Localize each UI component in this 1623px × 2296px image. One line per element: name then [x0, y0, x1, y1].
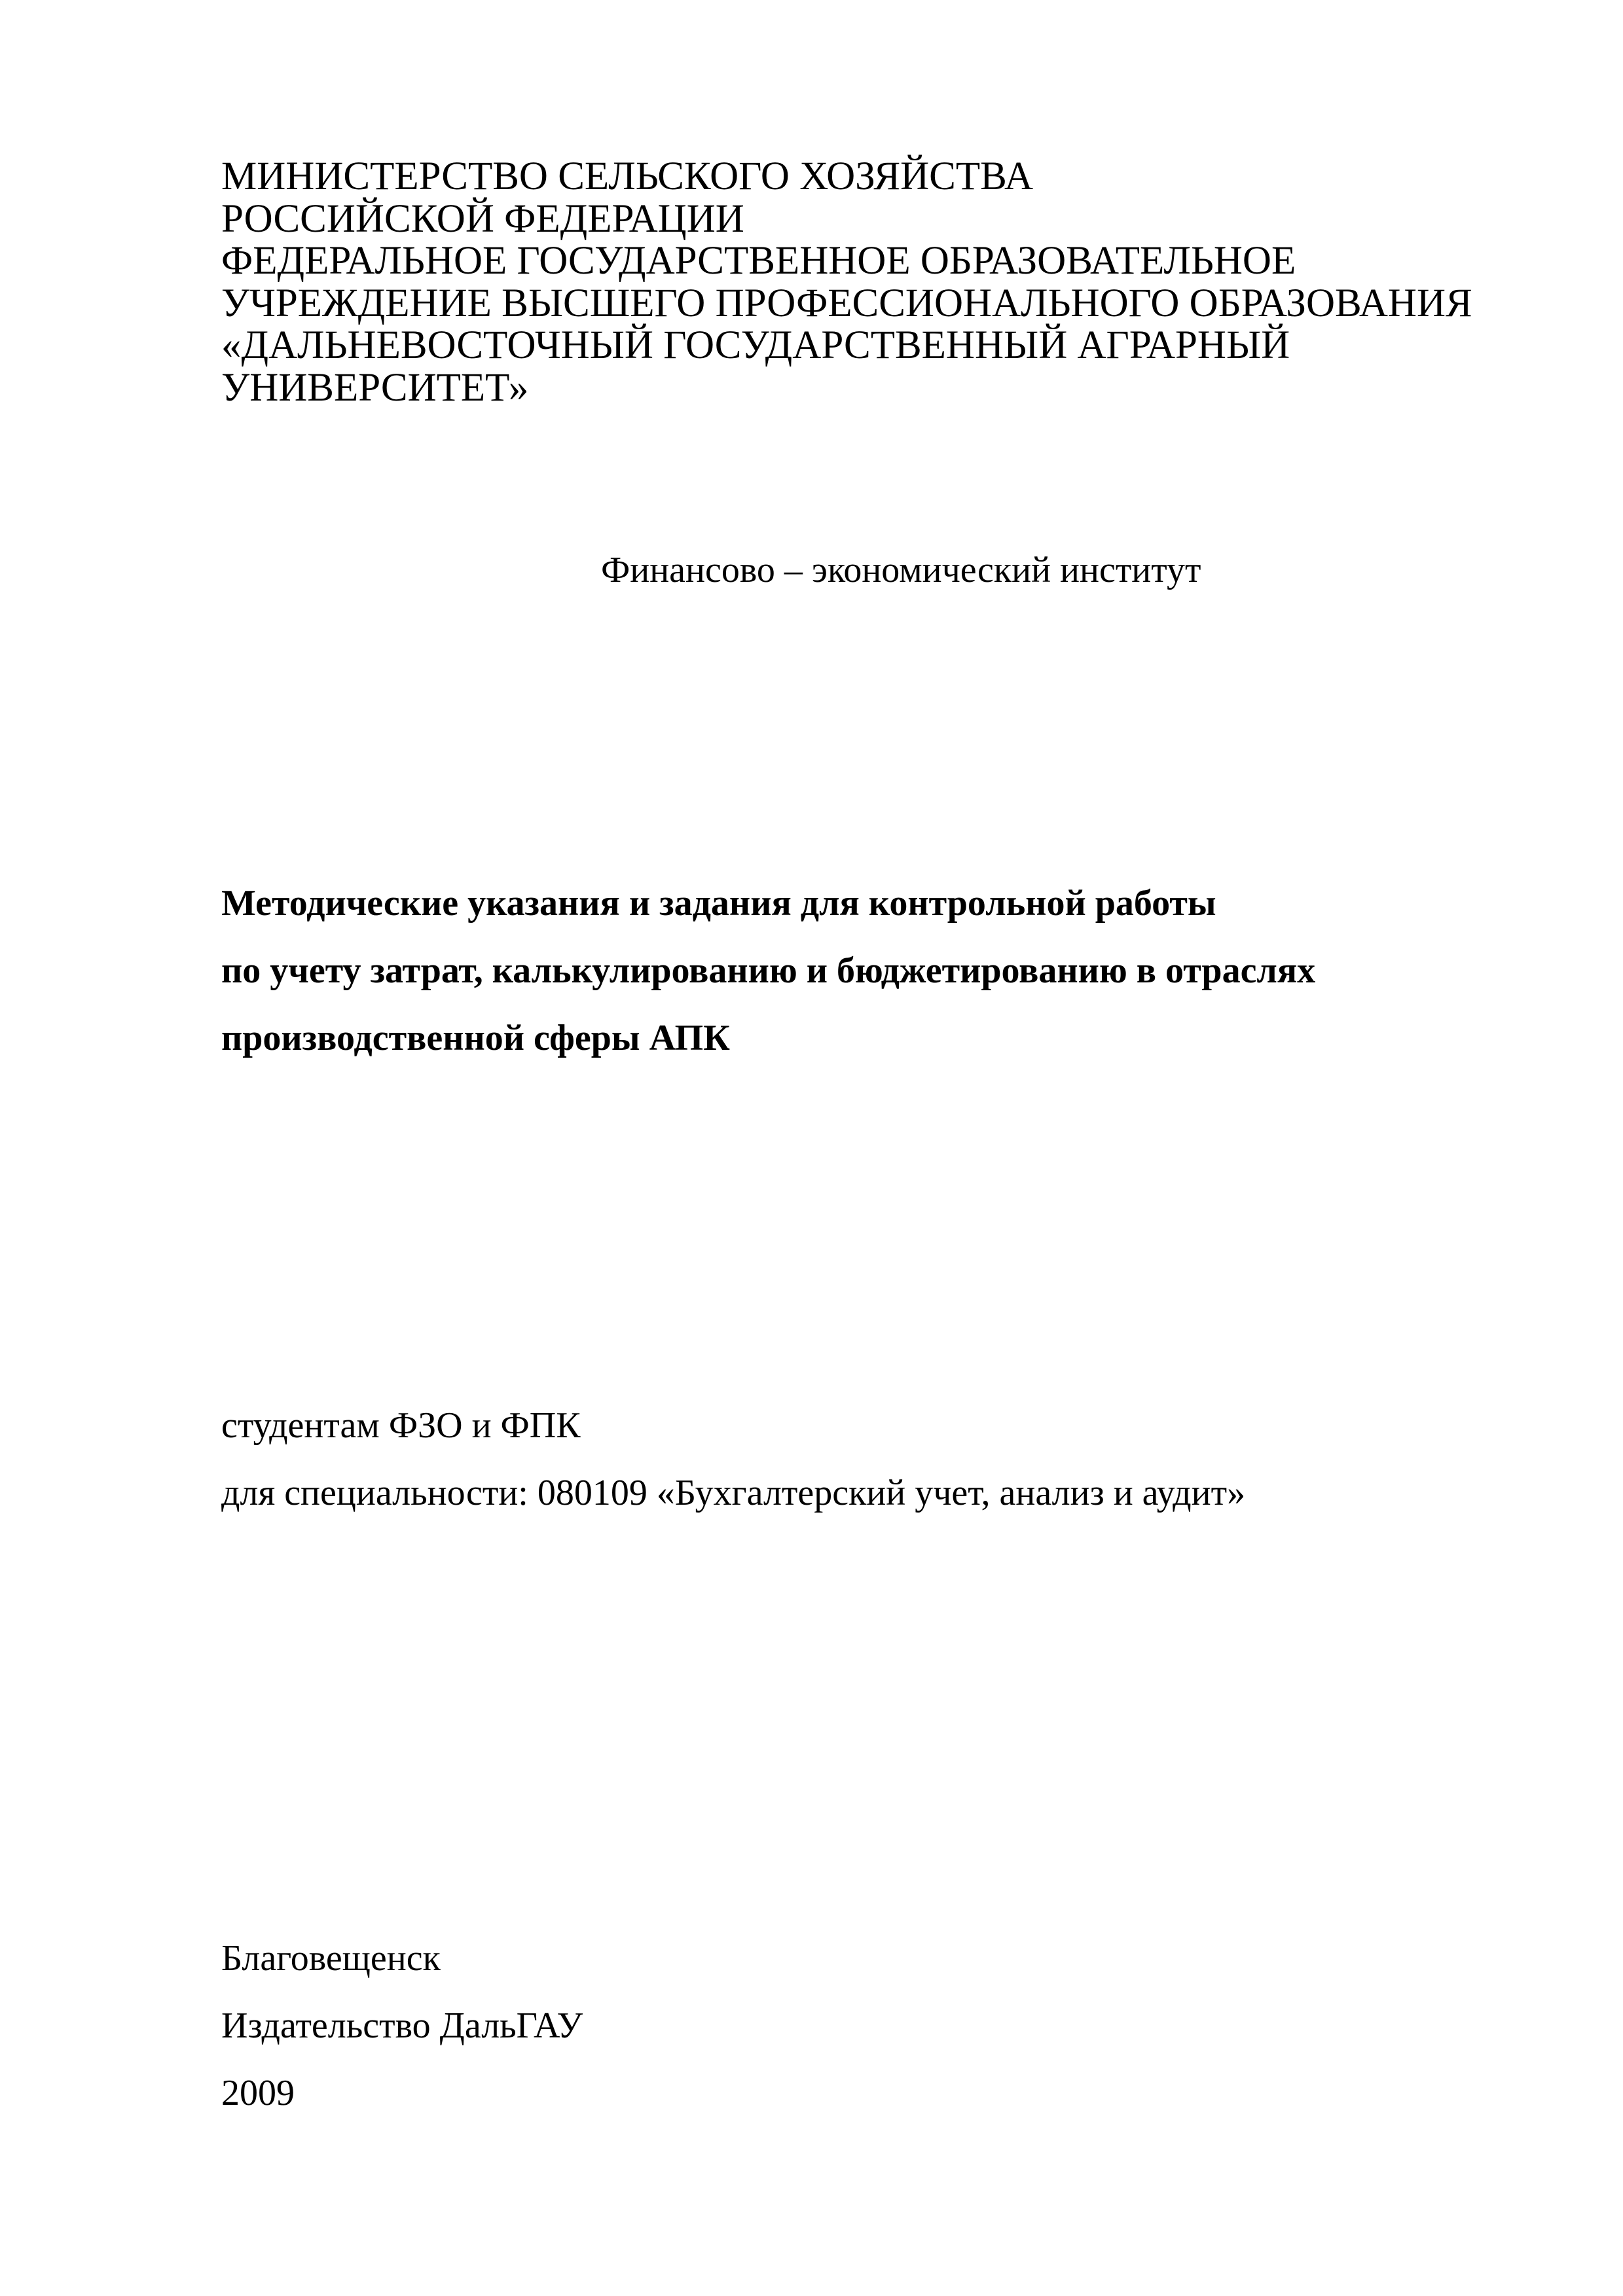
- header-line: «ДАЛЬНЕВОСТОЧНЫЙ ГОСУДАРСТВЕННЫЙ АГРАРНЫЙ: [221, 323, 1290, 367]
- institute-name: Финансово – экономический институт: [601, 550, 1201, 590]
- header-line: УЧРЕЖДЕНИЕ ВЫСШЕГО ПРОФЕССИОНАЛЬНОГО ОБРАЗОВАНИЯ: [221, 281, 1472, 325]
- header-line: ФЕДЕРАЛЬНОЕ ГОСУДАРСТВЕННОЕ ОБРАЗОВАТЕЛЬНОЕ: [221, 239, 1296, 283]
- title-line: производственной сферы АПК: [221, 1018, 730, 1058]
- header-line: РОССИЙСКОЙ ФЕДЕРАЦИИ: [221, 196, 744, 241]
- ministry-header: [221, 154, 1472, 410]
- audience-info: [221, 1403, 1465, 1537]
- document-title: [221, 880, 1465, 1083]
- students-line: студентам ФЗО и ФПК: [221, 1405, 581, 1446]
- header-line: МИНИСТЕРСТВО СЕЛЬСКОГО ХОЗЯЙСТВА: [221, 154, 1034, 198]
- header-line: УНИВЕРСИТЕТ»: [221, 365, 529, 410]
- publication-info: [221, 1935, 876, 2138]
- specialty-line: для специальности: 080109 «Бухгалтерский учет, анализ и аудит»: [221, 1473, 1246, 1513]
- title-line: по учету затрат, калькулированию и бюджетированию в отраслях: [221, 950, 1316, 991]
- year: 2009: [221, 2073, 295, 2113]
- city: Благовещенск: [221, 1938, 441, 1979]
- title-line: Методические указания и задания для контрольной работы: [221, 883, 1216, 924]
- publisher: Издательство ДальГАУ: [221, 2005, 583, 2046]
